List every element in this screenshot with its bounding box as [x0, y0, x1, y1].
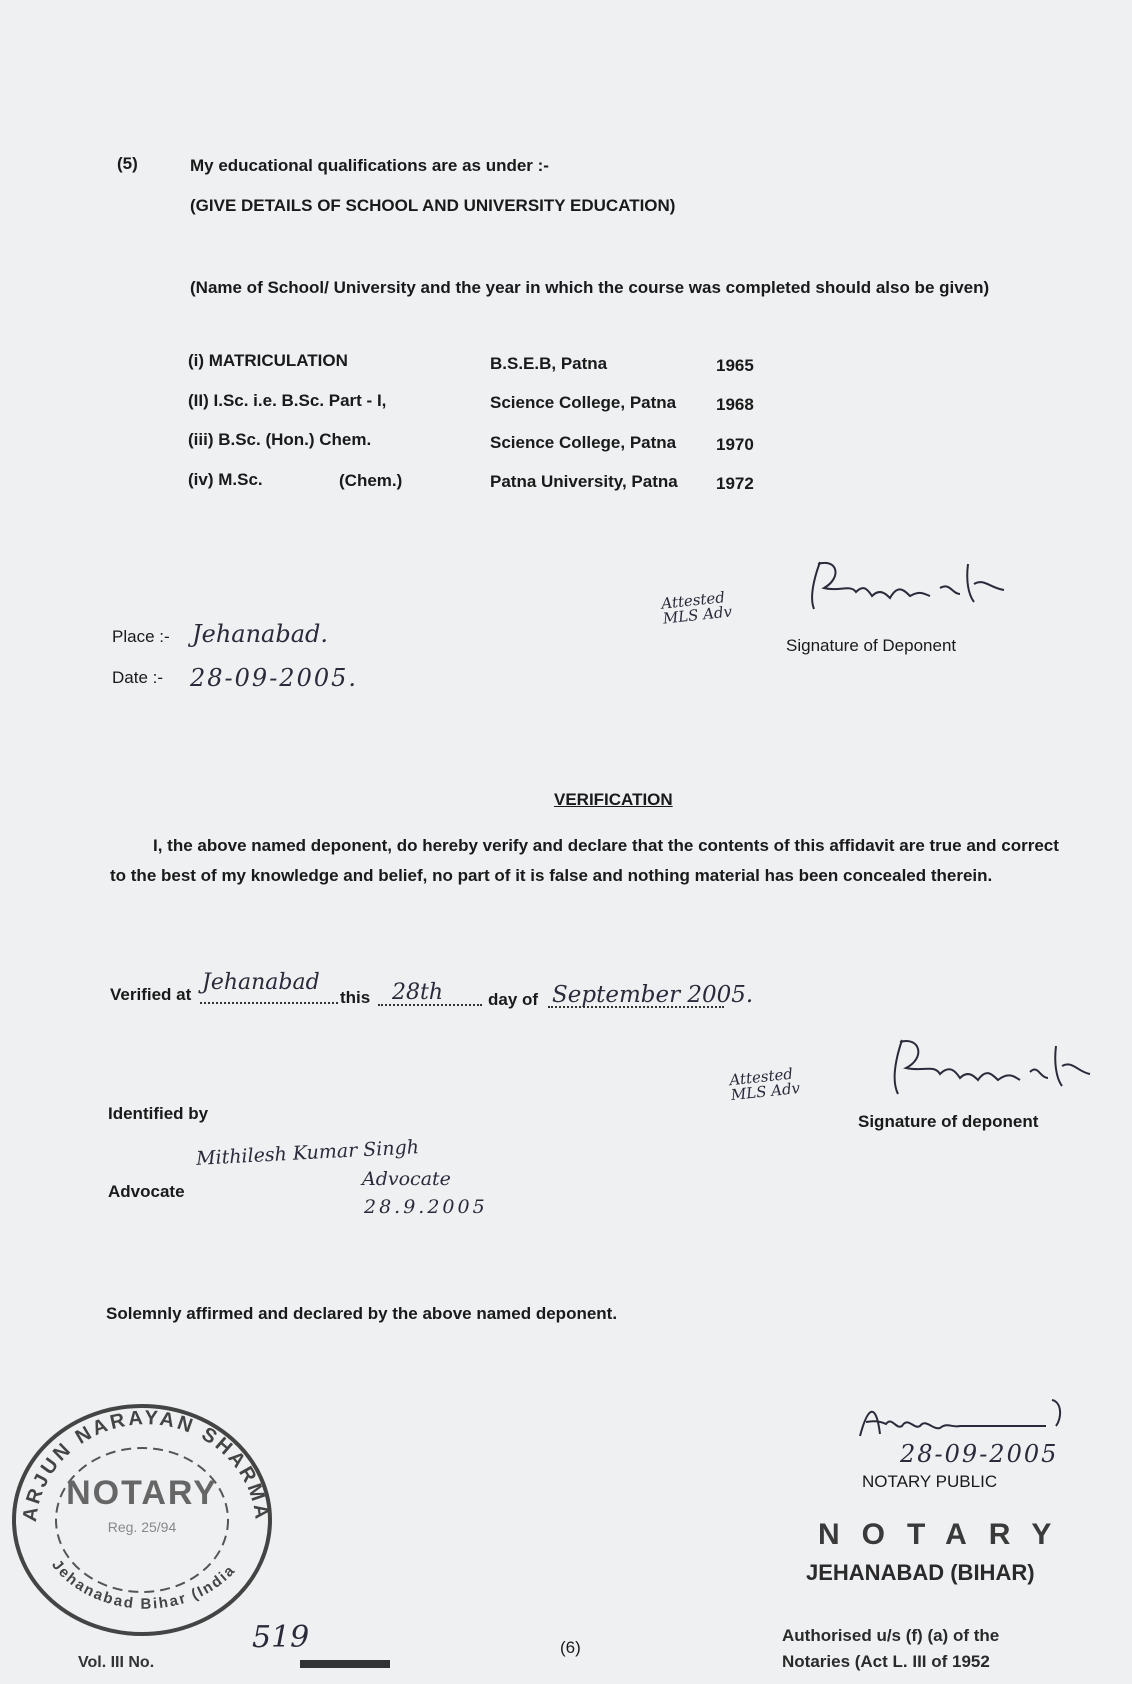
- institution-name: Science College, Patna: [490, 433, 677, 452]
- authorised-line-2: Notaries (Act L. III of 1952: [782, 1652, 990, 1671]
- verified-at-label: Verified at: [110, 985, 192, 1004]
- notary-signature: [856, 1396, 1096, 1446]
- notary-sign-date: 28-09-2005: [900, 1440, 1059, 1468]
- notary-round-stamp: [2, 1385, 278, 1638]
- stamp-place: Jehanabad Bihar (India): [2, 1385, 240, 1613]
- date-label: Date :-: [112, 668, 164, 687]
- completion-year: 1972: [716, 474, 754, 493]
- place-label: Place :-: [112, 627, 170, 646]
- deponent-signature-label: Signature of deponent: [858, 1112, 1039, 1131]
- this-label: this: [340, 988, 371, 1007]
- section-number: (5): [117, 154, 138, 173]
- notary-public-label: NOTARY PUBLIC: [862, 1472, 998, 1491]
- attest-note: Attested MLS Adv: [660, 588, 733, 628]
- register-underline: [300, 1660, 390, 1668]
- seal-title: NOTARY: [818, 1518, 1074, 1551]
- qualifications-note: (Name of School/ University and the year in which the course was completed should also be given): [190, 278, 990, 297]
- advocate-date: 28.9.2005: [364, 1196, 488, 1218]
- advocate-title: Advocate: [362, 1168, 451, 1190]
- course-name: (iii) B.Sc. (Hon.) Chem.: [188, 430, 372, 449]
- verification-line-2: to the best of my knowledge and belief, no part of it is false and nothing material has been concealed therein.: [110, 866, 993, 885]
- register-prefix: Vol. III No.: [78, 1654, 155, 1671]
- this-value: 28th: [392, 980, 444, 1005]
- authorised-line-1: Authorised u/s (f) (a) of the: [782, 1626, 1000, 1645]
- verification-heading: VERIFICATION: [554, 790, 673, 809]
- course-name: (II) I.Sc. i.e. B.Sc. Part - I,: [188, 391, 387, 410]
- course-name: (i) MATRICULATION: [188, 351, 348, 370]
- deponent-signature-2: [880, 1034, 1100, 1108]
- completion-year: 1970: [716, 435, 754, 454]
- deponent-signature-label: Signature of Deponent: [786, 636, 957, 655]
- day-of-value: September 2005.: [552, 982, 754, 1008]
- stamp-name: ARJUN NARAYAN SHARMA: [18, 1407, 274, 1524]
- stamp-title: NOTARY: [66, 1474, 218, 1512]
- page-number: (6): [560, 1638, 581, 1657]
- qualifications-instruction: (GIVE DETAILS OF SCHOOL AND UNIVERSITY EDUCATION): [190, 196, 676, 215]
- course-subject: (Chem.): [339, 471, 403, 490]
- institution-name: Patna University, Patna: [490, 472, 678, 491]
- institution-name: B.S.E.B, Patna: [490, 354, 608, 373]
- identified-by-label: Identified by: [108, 1104, 209, 1123]
- course-name: (iv) M.Sc.: [188, 470, 263, 489]
- institution-name: Science College, Patna: [490, 393, 677, 412]
- day-of-label: day of: [488, 990, 539, 1009]
- advocate-name: Mithilesh Kumar Singh: [195, 1136, 420, 1170]
- deponent-signature-1: [790, 554, 1020, 624]
- attest-note: Attested MLS Adv: [728, 1064, 801, 1105]
- completion-year: 1965: [716, 356, 754, 375]
- register-number: 519: [252, 1620, 310, 1655]
- stamp-reg: Reg. 25/94: [107, 1519, 177, 1535]
- affirmation-text: Solemnly affirmed and declared by the above named deponent.: [106, 1304, 618, 1323]
- completion-year: 1968: [716, 395, 754, 414]
- verification-line-1: I, the above named deponent, do hereby verify and declare that the contents of this affidavit are true and correct: [153, 836, 1059, 855]
- advocate-label: Advocate: [108, 1182, 185, 1201]
- date-value: 28-09-2005.: [190, 664, 359, 692]
- verified-at-line: [200, 1002, 338, 1004]
- verified-at-value: Jehanabad: [202, 970, 320, 995]
- place-value: Jehanabad.: [192, 620, 329, 648]
- seal-place: JEHANABAD (BIHAR): [806, 1560, 1035, 1585]
- qualifications-intro: My educational qualifications are as under :-: [190, 156, 549, 175]
